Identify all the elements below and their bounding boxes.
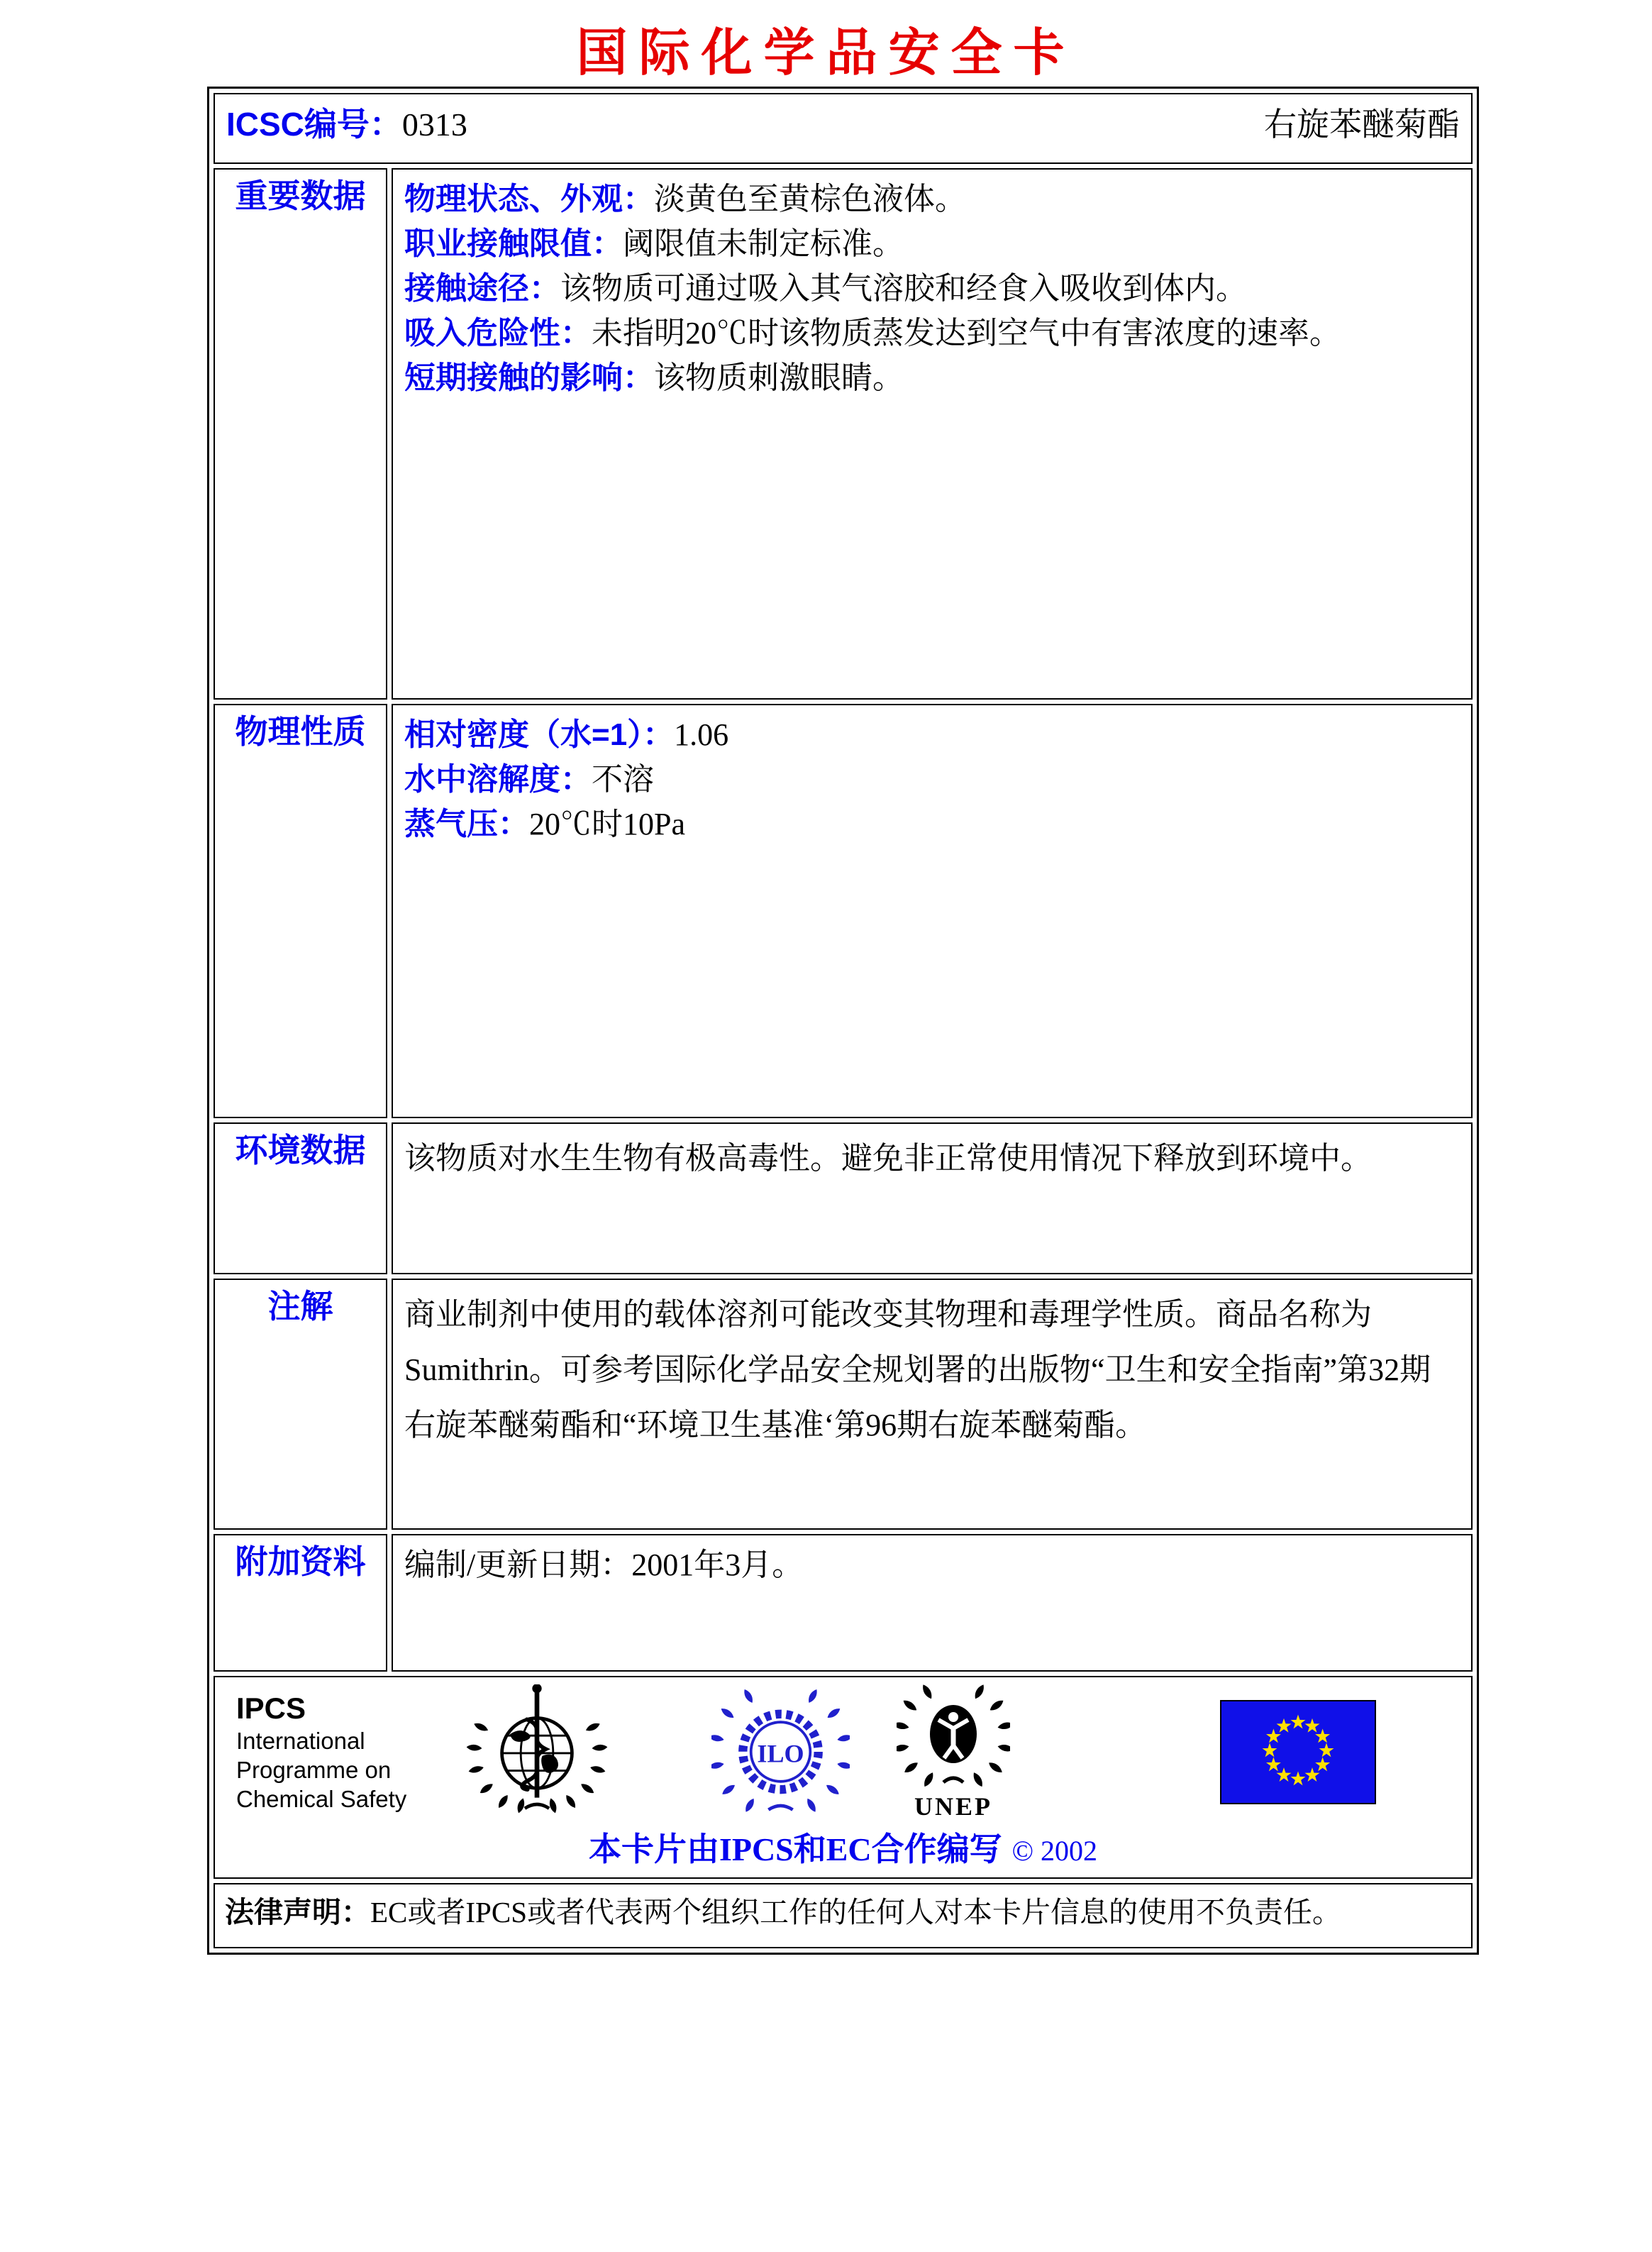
important-line-inhalation-risk: 吸入危险性：未指明20℃时该物质蒸发达到空气中有害浓度的速率。 xyxy=(404,316,1341,351)
header-row xyxy=(214,93,1473,164)
eu-flag-icon xyxy=(1220,1700,1376,1804)
section-title-physical-properties: 物理性质 xyxy=(235,713,366,750)
page-title: 国际化学品安全卡 xyxy=(576,22,1076,82)
cooperation-caption-text: 本卡片由IPCS和EC合作编写 xyxy=(588,1831,1002,1867)
environmental-data-text: 该物质对水生生物有极高毒性。避免非正常使用情况下释放到环境中。 xyxy=(404,1141,1372,1176)
who-logo-icon xyxy=(466,1684,608,1819)
ipcs-line-2: Programme on xyxy=(236,1756,392,1783)
legal-notice-label: 法律声明： xyxy=(225,1896,370,1928)
legal-row xyxy=(214,1883,1473,1948)
additional-info-label-cell xyxy=(214,1534,387,1672)
icsc-number-value: 0313 xyxy=(401,106,467,143)
icsc-number-label: ICSC编号： xyxy=(226,106,402,143)
environmental-data-content-cell xyxy=(392,1122,1473,1274)
important-line-exposure-routes: 接触途径：该物质可通过吸入其气溶胶和经食入吸收到体内。 xyxy=(404,271,1247,306)
unep-logo-block xyxy=(897,1684,1010,1819)
ipcs-line-1: International xyxy=(236,1727,365,1754)
notes-content-cell xyxy=(392,1279,1473,1530)
important-data-label-cell xyxy=(214,168,387,700)
copyright-text: © 2002 xyxy=(1011,1835,1098,1867)
header-cell xyxy=(214,93,1473,164)
notes-text: 商业制剂中使用的载体溶剂可能改变其物理和毒理学性质。商品名称为Sumithrin。可参考国际化学品安全规划署的出版物“卫生和安全指南”第32期右旋苯醚菊酯和“环境卫生基准‘第96期右旋苯醚菊酯。 xyxy=(404,1297,1431,1442)
cooperation-caption xyxy=(228,1823,1458,1870)
important-data-content-cell xyxy=(392,168,1473,700)
additional-info-content-cell xyxy=(392,1534,1473,1672)
section-title-additional-info: 附加资料 xyxy=(235,1543,366,1580)
ipcs-acronym: IPCS xyxy=(236,1691,306,1725)
icsc-number-group xyxy=(226,99,467,145)
ipcs-line-3: Chemical Safety xyxy=(236,1785,407,1812)
environmental-data-label-cell xyxy=(214,1122,387,1274)
environmental-data-row xyxy=(214,1122,1473,1274)
important-line-short-term-effects: 短期接触的影响：该物质刺激眼睛。 xyxy=(404,360,904,395)
important-line-exposure-limit: 职业接触限值：阈限值未制定标准。 xyxy=(404,226,904,261)
notes-label-cell xyxy=(214,1279,387,1530)
legal-cell xyxy=(214,1883,1473,1948)
notes-row xyxy=(214,1279,1473,1530)
chemical-name: 右旋苯醚菊酯 xyxy=(1264,106,1460,143)
unep-label: UNEP xyxy=(914,1792,992,1821)
important-data-row xyxy=(214,168,1473,700)
logos-cell xyxy=(214,1676,1473,1879)
additional-info-row xyxy=(214,1534,1473,1672)
legal-notice-text: EC或者IPCS或者代表两个组织工作的任何人对本卡片信息的使用不负责任。 xyxy=(370,1896,1341,1928)
section-title-environmental-data: 环境数据 xyxy=(235,1132,366,1169)
physical-line-water-solubility: 水中溶解度：不溶 xyxy=(404,762,654,797)
physical-line-relative-density: 相对密度（水=1）：1.06 xyxy=(404,717,729,752)
important-line-physical-state: 物理状态、外观：淡黄色至黄棕色液体。 xyxy=(404,182,966,216)
additional-info-text: 编制/更新日期：2001年3月。 xyxy=(404,1547,804,1582)
section-title-notes: 注解 xyxy=(267,1288,333,1325)
ilo-logo-icon xyxy=(711,1684,850,1819)
physical-line-vapor-pressure: 蒸气压：20℃时10Pa xyxy=(404,807,685,841)
physical-properties-content-cell xyxy=(392,704,1473,1118)
section-title-important-data: 重要数据 xyxy=(235,177,366,214)
physical-properties-label-cell xyxy=(214,704,387,1118)
ipcs-text-block xyxy=(236,1691,449,1814)
unep-logo-icon xyxy=(897,1684,1010,1798)
icsc-card-table xyxy=(207,87,1479,1955)
physical-properties-row xyxy=(214,704,1473,1118)
logos-row xyxy=(214,1676,1473,1879)
ilo-letters: ILO xyxy=(757,1739,804,1768)
